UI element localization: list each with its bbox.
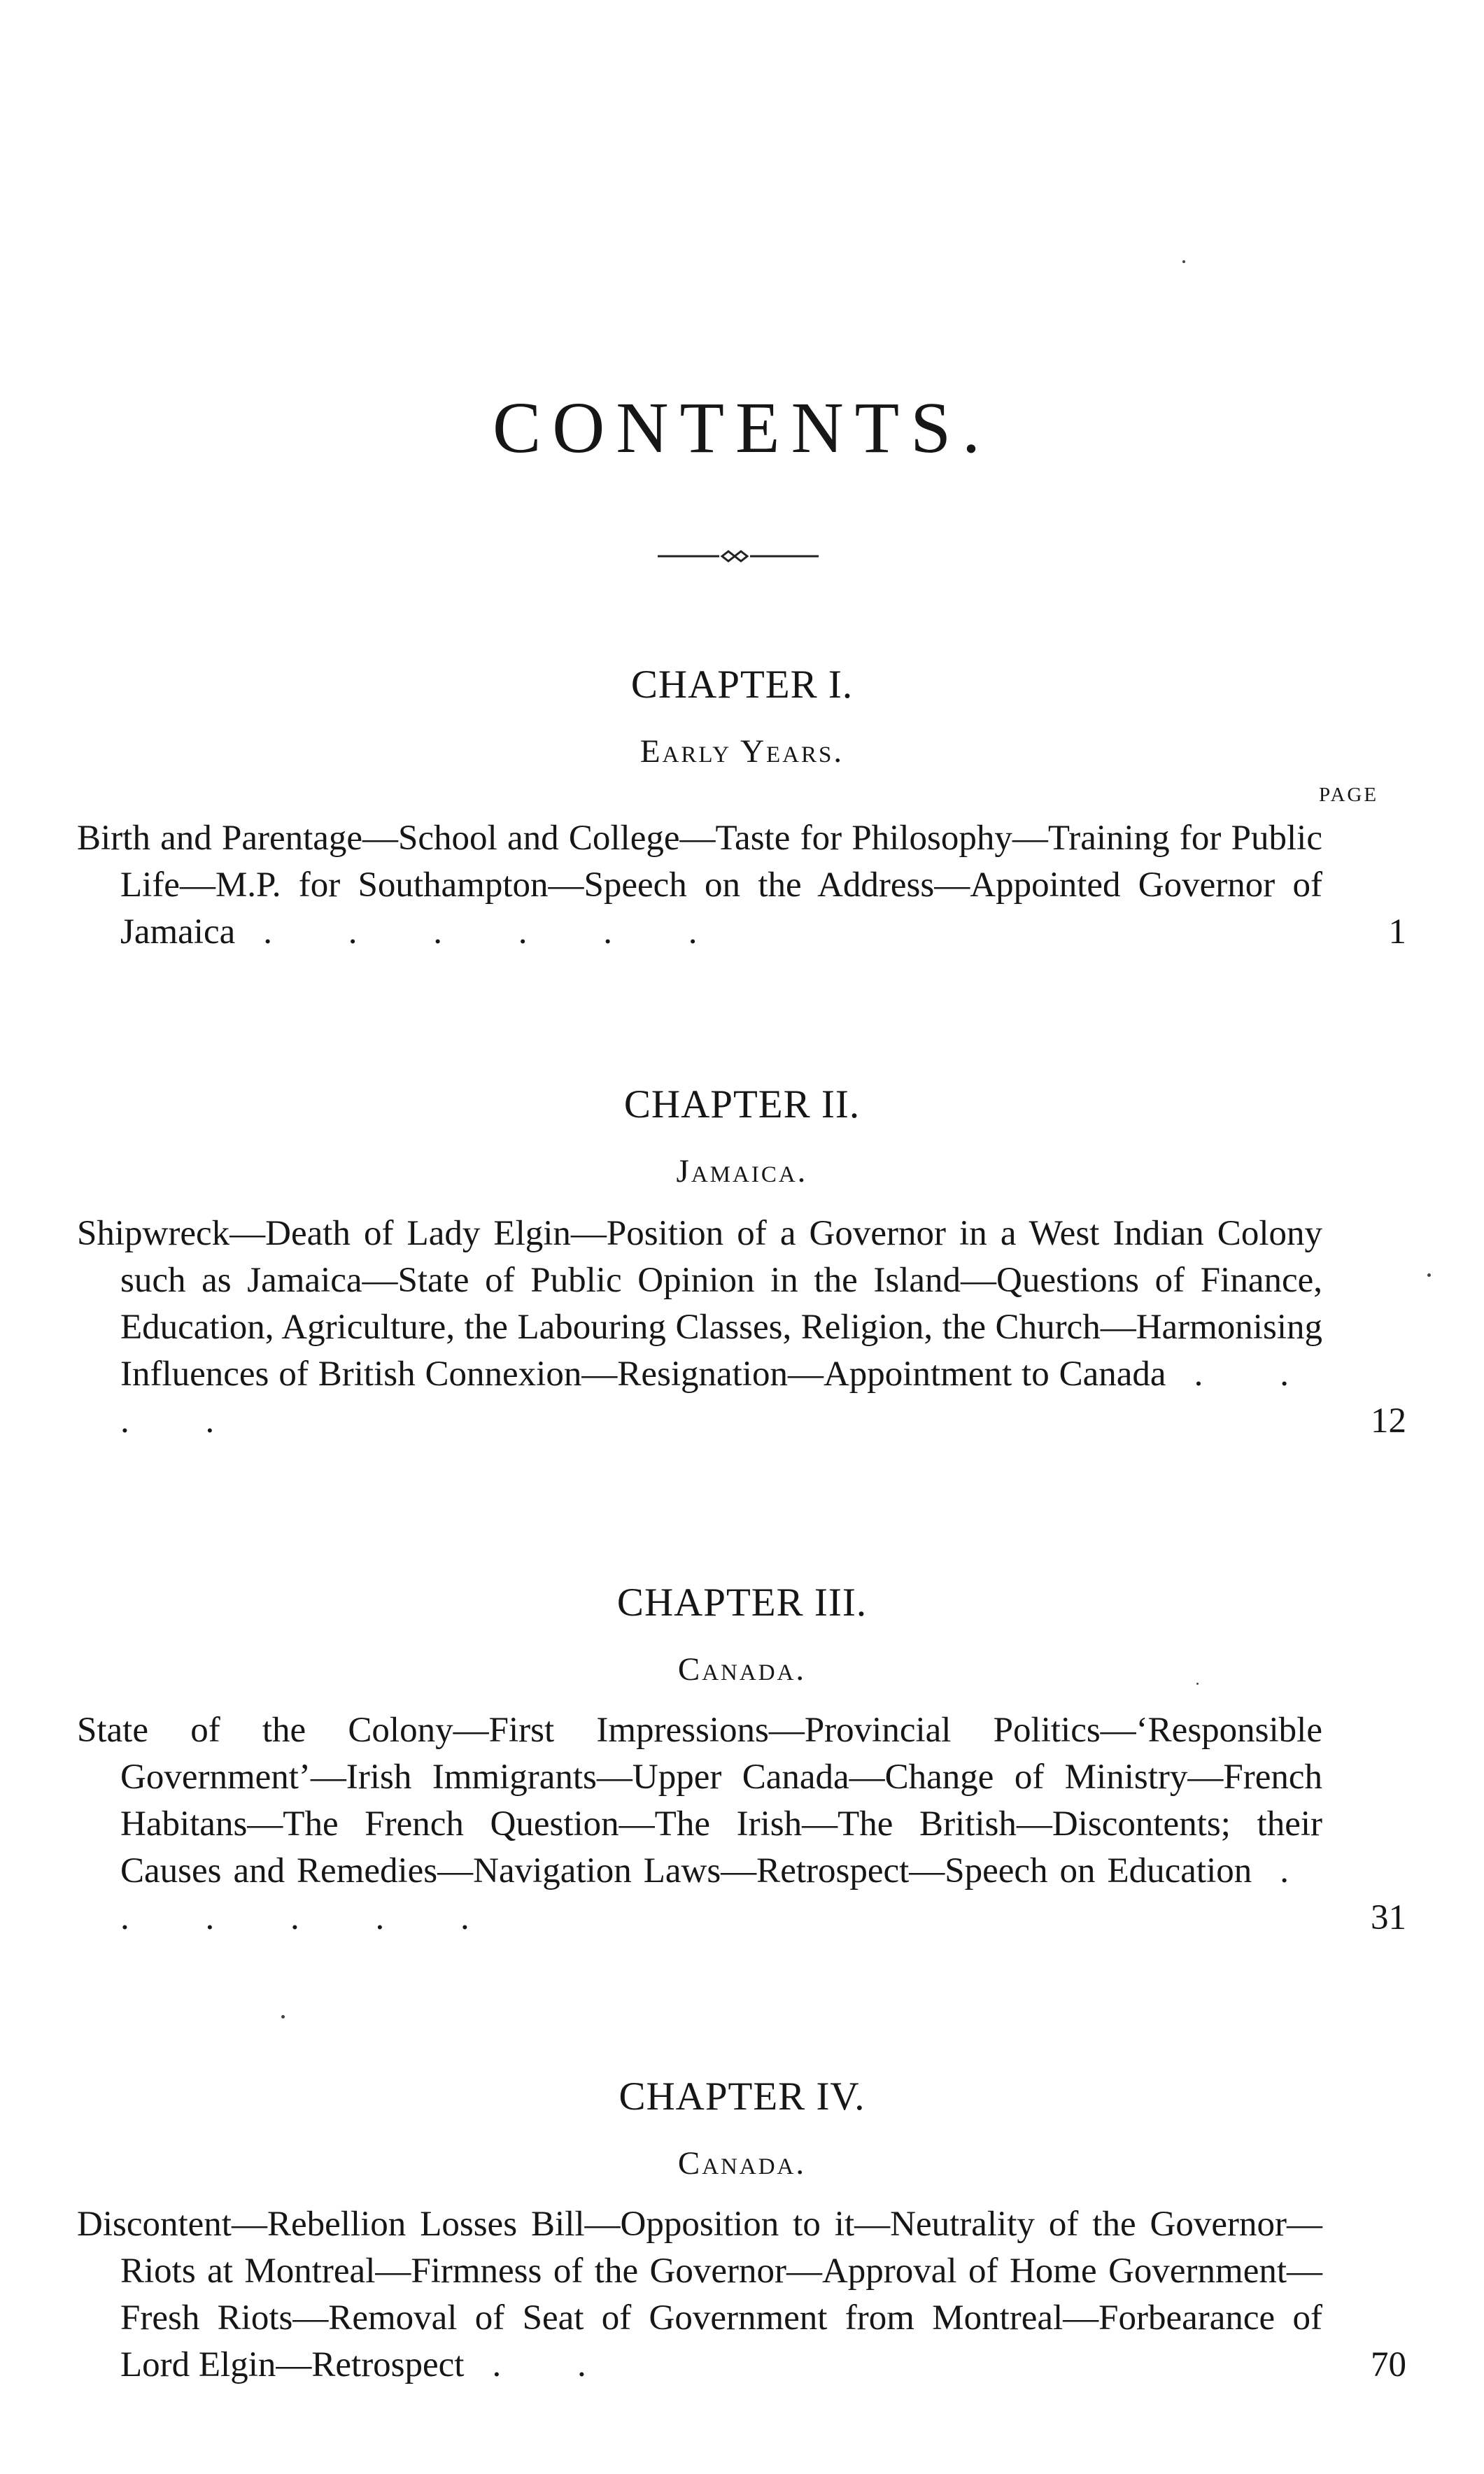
chapter-3 — [0, 1583, 1484, 1686]
chapter-page-number: 70 — [1371, 2345, 1406, 2384]
chapter-page-number: 12 — [1371, 1401, 1406, 1441]
chapter-2 — [0, 1084, 1484, 1188]
chapter-summary: Birth and Parentage—School and College—Taste for Philosophy—Training for Public Life—M.P. for Southampton—Speech on the Address—Appointed Governor of Jamaica — [77, 819, 1322, 952]
print-speck — [281, 2015, 285, 2019]
page-column-label: PAGE — [1319, 784, 1379, 806]
chapter-summary: State of the Colony—First Impressions—Provincial Politics—‘Responsible Government’—Irish Immigrants—Upper Canada—Change of Ministry—French Habitans—The French Question—The Irish—The British—Discontents; their Causes and Remedies—Navigation Laws—Retrospect—Speech on Education — [77, 1711, 1322, 1890]
chapter-1-entry — [77, 815, 1406, 956]
chapter-4-entry — [77, 2201, 1406, 2389]
chapter-heading: CHAPTER II. — [623, 1082, 861, 1126]
chapter-heading: CHAPTER III. — [616, 1581, 868, 1625]
chapter-subtitle: Early Years. — [639, 733, 845, 770]
chapter-2-entry — [77, 1210, 1406, 1445]
chapter-heading: CHAPTER I. — [630, 663, 854, 707]
print-speck — [1196, 1683, 1199, 1685]
dot-leaders: . . . . . . — [263, 912, 731, 952]
chapter-subtitle: Jamaica. — [676, 1153, 808, 1189]
page-title: CONTENTS. — [492, 388, 992, 468]
chapter-heading: CHAPTER IV. — [619, 2074, 865, 2119]
print-speck — [1427, 1273, 1431, 1277]
ornament-divider — [658, 547, 819, 565]
chapter-3-entry — [77, 1707, 1406, 1942]
chapter-page-number: 31 — [1371, 1898, 1406, 1937]
chapter-page-number: 1 — [1388, 912, 1406, 952]
chapter-subtitle: Canada. — [677, 2145, 807, 2182]
chapter-summary: Discontent—Rebellion Losses Bill—Opposition to it—Neutrality of the Governor—Riots at Montreal—Firmness of the Governor—Approval of Home Government—Fresh Riots—Removal of Seat of Government from Montreal—Forbearance of Lord Elgin—Retrospect — [77, 2205, 1322, 2384]
dot-leaders: . . . . — [120, 1355, 1323, 1441]
chapter-1 — [0, 665, 1484, 768]
chapter-summary: Shipwreck—Death of Lady Elgin—Position of a Governor in a West Indian Colony such as Jamaica—State of Public Opinion in the Island—Questions of Finance, Education, Agriculture, the Labouring Classes, Religion, the Church—Harmonising Influences of British Connexion—Resignation—Appointment to Canada — [77, 1214, 1322, 1394]
chapter-subtitle: Canada. — [677, 1651, 807, 1688]
chapter-4 — [0, 2074, 1484, 2182]
print-speck — [1182, 260, 1185, 263]
dot-leaders: . . . . . . — [120, 1851, 1322, 1937]
dot-leaders: . . — [492, 2345, 620, 2384]
